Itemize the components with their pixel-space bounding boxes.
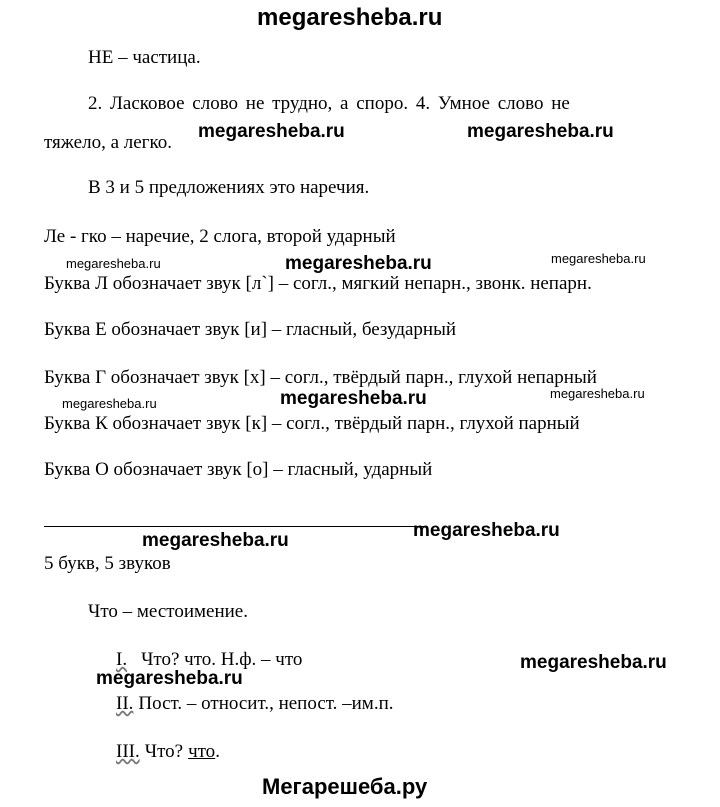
roman-numeral: II. — [116, 693, 134, 714]
text-line: 5 букв, 5 звуков — [44, 553, 171, 574]
morph-row-2 — [116, 693, 394, 715]
watermark: megaresheba.ru — [520, 652, 667, 673]
text-line: Ле - гко – наречие, 2 слога, второй ударный — [44, 226, 396, 247]
roman-numeral: I. — [116, 649, 128, 670]
text-line: Буква Л обозначает звук [л`] – согл., мягкий непарн., звонк. непарн. — [44, 273, 592, 294]
text-line: В 3 и 5 предложениях это наречия. — [88, 177, 370, 198]
watermark: megaresheba.ru — [550, 386, 645, 401]
morph-period: . — [215, 741, 220, 762]
roman-numeral: III. — [116, 741, 140, 762]
watermark: megaresheba.ru — [551, 251, 646, 266]
footer-site-title: Мегарешеба.ру — [262, 774, 428, 799]
text-line: 2. Ласковое слово не трудно, а споро. 4. Умное слово не — [88, 93, 570, 114]
watermark: megaresheba.ru — [66, 256, 161, 271]
header-site-title: megaresheba.ru — [257, 4, 443, 31]
morph-question: Что? — [144, 741, 184, 762]
text-line: Буква О обозначает звук [о] – гласный, ударный — [44, 459, 433, 480]
watermark: megaresheba.ru — [413, 520, 560, 541]
watermark: megaresheba.ru — [285, 253, 432, 274]
watermark: megaresheba.ru — [96, 668, 243, 689]
morph-text: Пост. – относит., непост. –им.п. — [138, 693, 394, 714]
morph-text: Что? что. Н.ф. – что — [141, 649, 303, 670]
text-line: Буква Е обозначает звук [и] – гласный, безударный — [44, 319, 457, 340]
text-line: тяжело, а легко. — [44, 132, 172, 153]
watermark: megaresheba.ru — [280, 388, 427, 409]
underlined-word: что — [188, 741, 216, 762]
morph-row-3 — [116, 741, 220, 763]
text-line: Что – местоимение. — [88, 601, 248, 622]
text-line: НЕ – частица. — [88, 47, 201, 68]
horizontal-rule — [44, 526, 424, 527]
watermark: megaresheba.ru — [142, 530, 289, 551]
text-line: Буква Г обозначает звук [х] – согл., твёрдый парн., глухой непарный — [44, 367, 597, 388]
watermark: megaresheba.ru — [198, 121, 345, 142]
watermark: megaresheba.ru — [467, 121, 614, 142]
text-line: Буква К обозначает звук [к] – согл., твёрдый парн., глухой парный — [44, 413, 580, 434]
watermark: megaresheba.ru — [62, 396, 157, 411]
